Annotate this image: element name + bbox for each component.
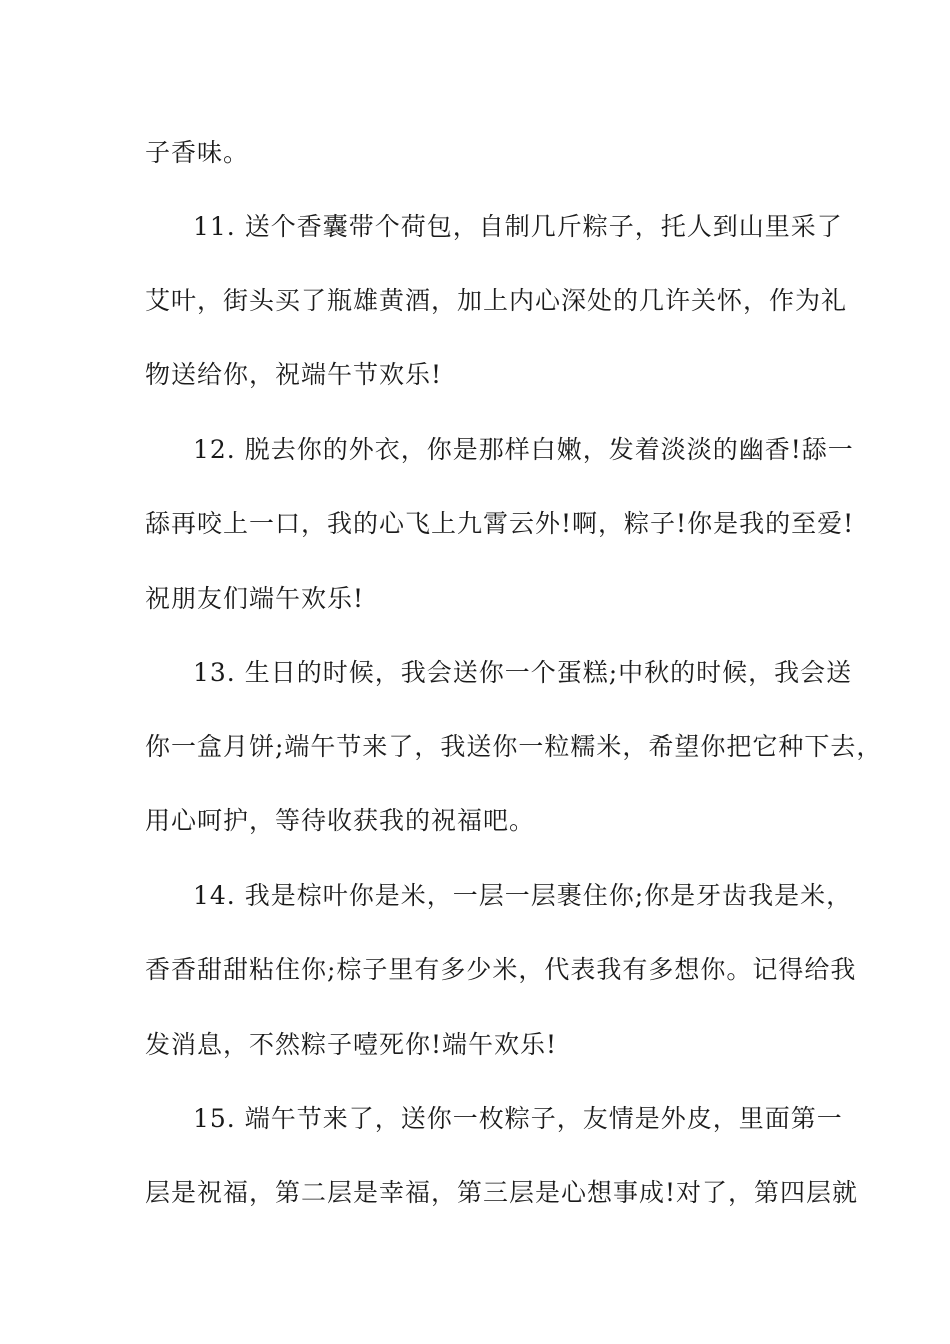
text-line: 物送给你，祝端午节欢乐! [145, 360, 443, 389]
text-line: 用心呵护，等待收获我的祝福吧。 [145, 806, 536, 835]
text-line: 层是祝福，第二层是幸福，第三层是心想事成!对了，第四层就 [145, 1178, 859, 1207]
text-line: 子香味。 [145, 138, 250, 167]
text-line: 14. 我是棕叶你是米，一层一层裹住你;你是牙齿我是米， [193, 881, 853, 910]
text-line: 15. 端午节来了，送你一枚粽子，友情是外皮，里面第一 [193, 1104, 843, 1133]
text-line: 13. 生日的时候，我会送你一个蛋糕;中秋的时候，我会送 [193, 658, 853, 687]
text-line: 艾叶，街头买了瓶雄黄酒，加上内心深处的几许关怀，作为礼 [145, 286, 848, 315]
text-line: 11. 送个香囊带个荷包，自制几斤粽子，托人到山里采了 [193, 212, 843, 241]
text-line: 祝朋友们端午欢乐! [145, 584, 365, 613]
text-line: 舔再咬上一口，我的心飞上九霄云外!啊，粽子!你是我的至爱! [145, 509, 855, 538]
text-line: 你一盒月饼;端午节来了，我送你一粒糯米，希望你把它种下去， [145, 732, 883, 761]
text-line: 发消息，不然粽子噎死你!端午欢乐! [145, 1030, 558, 1059]
text-line: 香香甜甜粘住你;棕子里有多少米，代表我有多想你。记得给我 [145, 955, 857, 984]
text-line: 12. 脱去你的外衣，你是那样白嫩，发着淡淡的幽香!舔一 [193, 435, 854, 464]
